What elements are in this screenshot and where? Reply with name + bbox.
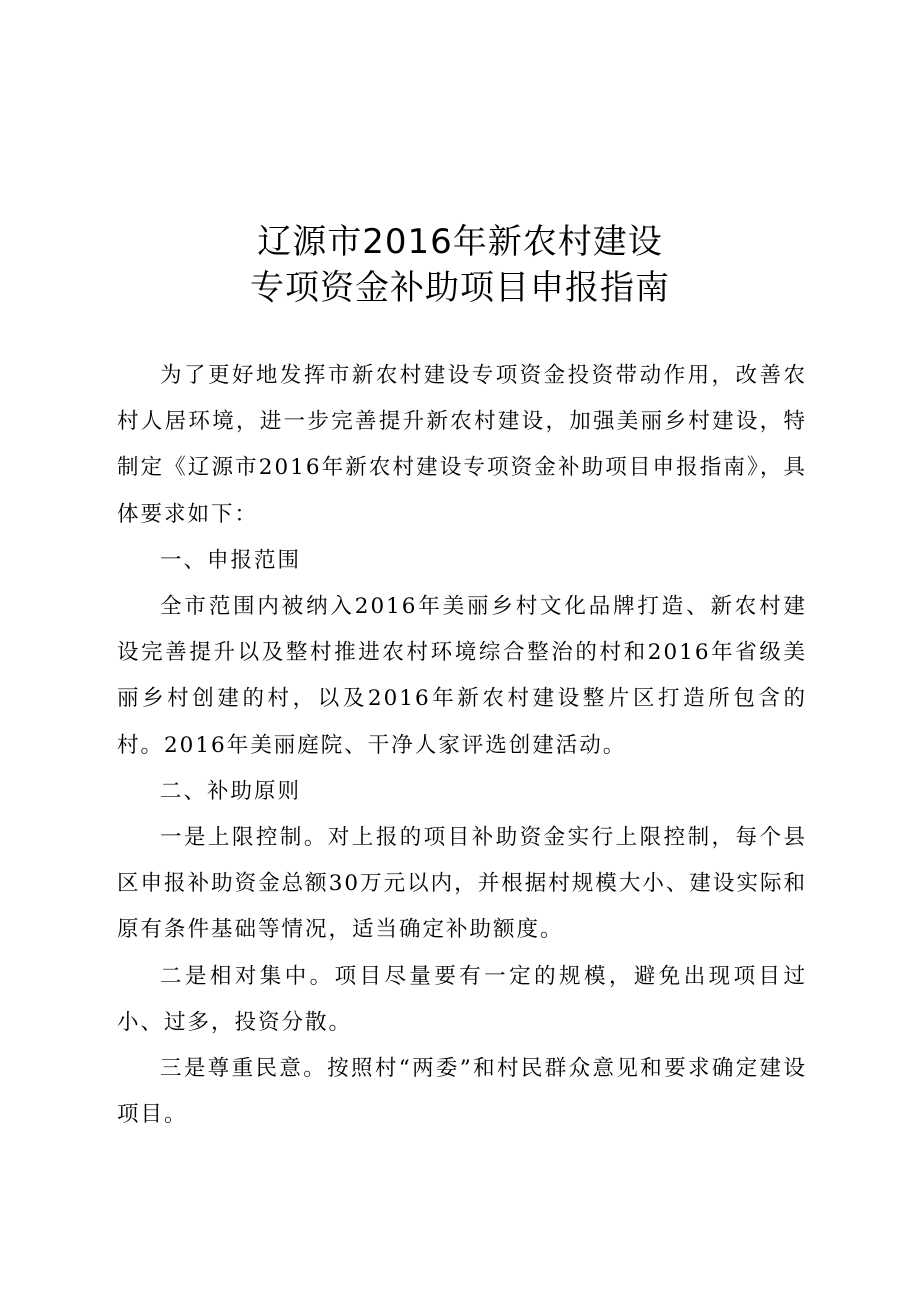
principle-paragraph-3: 三是尊重民意。按照村“两委”和村民群众意见和要求确定建设项目。 xyxy=(117,1056,807,1128)
scope-paragraph: 全市范围内被纳入2016年美丽乡村文化品牌打造、新农村建设完善提升以及整村推进农村环境综合整治的村和2016年省级美丽乡村创建的村，以及2016年新农村建设整片区打造所包含的村。2016年美丽庭院、干净人家评选创建活动。 xyxy=(117,594,807,758)
section-heading-principles: 二、补助原则 xyxy=(160,778,302,804)
section-heading-scope: 一、申报范围 xyxy=(160,547,302,573)
document-title-line-1: 辽源市2016年新农村建设 xyxy=(257,222,663,262)
principle-paragraph-1: 一是上限控制。对上报的项目补助资金实行上限控制，每个县区申报补助资金总额30万元以内，并根据村规模大小、建设实际和原有条件基础等情况，适当确定补助额度。 xyxy=(117,825,807,943)
principle-paragraph-2: 二是相对集中。项目尽量要有一定的规模，避免出现项目过小、过多，投资分散。 xyxy=(117,963,807,1035)
intro-paragraph: 为了更好地发挥市新农村建设专项资金投资带动作用，改善农村人居环境，进一步完善提升新农村建设，加强美丽乡村建设，特制定《辽源市2016年新农村建设专项资金补助项目申报指南》，具体要求如下： xyxy=(117,363,807,527)
document-title-line-2: 专项资金补助项目申报指南 xyxy=(250,268,670,308)
document-body xyxy=(117,353,807,1138)
